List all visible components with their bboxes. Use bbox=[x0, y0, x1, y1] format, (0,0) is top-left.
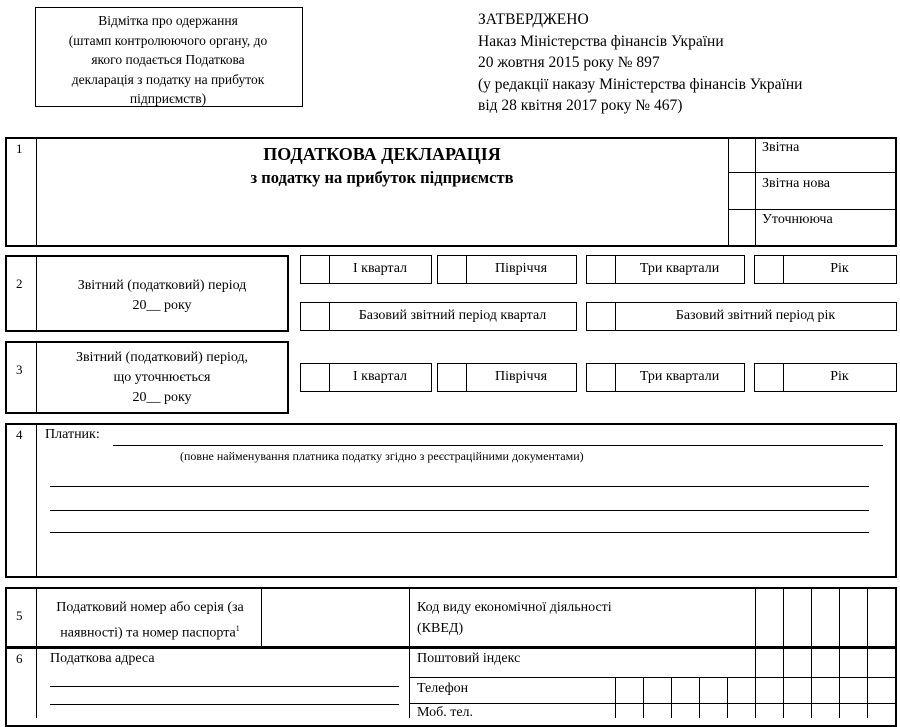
section-3-label: Звітний (податковий) період, що уточнюється 20__ року bbox=[75, 350, 249, 405]
declaration-title: ПОДАТКОВА ДЕКЛАРАЦІЯ з податку на прибуток підприємств bbox=[250, 144, 514, 187]
payer-name-line-4[interactable] bbox=[50, 532, 869, 533]
stamp-box bbox=[35, 7, 303, 107]
section-5-number: 5 bbox=[16, 608, 23, 623]
base-year-label: Базовий звітний період рік bbox=[675, 308, 836, 323]
stamp-text: Відмітка про одержання (штамп контролюючого органу, до якого подається Податкова декларація з податку на прибуток підприємств) bbox=[68, 13, 268, 106]
type-reporting[interactable]: Звітна bbox=[762, 140, 800, 155]
payer-hint: (повне найменування платника податку згідно з реєстраційними документами) bbox=[180, 449, 584, 463]
tax-number-field[interactable] bbox=[262, 588, 409, 647]
base-quarter-label: Базовий звітний період квартал bbox=[358, 308, 547, 323]
section-6-number: 6 bbox=[16, 651, 23, 666]
clarified-q1-label: І квартал bbox=[352, 369, 408, 384]
period-year-label: Рік bbox=[830, 261, 849, 276]
type-reporting-new[interactable]: Звітна нова bbox=[762, 176, 830, 191]
kved-cell[interactable] bbox=[867, 588, 868, 647]
section-4-number: 4 bbox=[16, 427, 23, 442]
approval-title: ЗАТВЕРДЖЕНО bbox=[478, 11, 589, 28]
phone-label: Телефон bbox=[417, 681, 469, 696]
kved-cell[interactable] bbox=[811, 588, 812, 647]
clarified-9m-label: Три квартали bbox=[639, 369, 720, 384]
period-half-label: Півріччя bbox=[494, 261, 548, 276]
payer-label: Платник: bbox=[45, 427, 100, 442]
section-2-label: Звітний (податковий) період 20__ року bbox=[77, 278, 247, 313]
address-line-2[interactable] bbox=[50, 704, 399, 705]
tax-number-label: Податковий номер або серія (за наявності) та номер паспорта$^1$ bbox=[56, 600, 244, 641]
section-2-number: 2 bbox=[16, 276, 23, 291]
clarified-year-label: Рік bbox=[830, 369, 849, 384]
payer-name-line-2[interactable] bbox=[50, 486, 869, 487]
payer-name-field[interactable] bbox=[113, 445, 883, 446]
type-clarifying[interactable]: Уточнююча bbox=[762, 212, 833, 227]
period-9m-label: Три квартали bbox=[639, 261, 720, 276]
address-line-1[interactable] bbox=[50, 686, 399, 687]
period-q1-label: І квартал bbox=[352, 261, 408, 276]
address-label: Податкова адреса bbox=[50, 651, 155, 666]
kved-label: Код виду економічної діяльності (КВЕД) bbox=[417, 600, 612, 636]
kved-cell[interactable] bbox=[839, 588, 840, 647]
phone-cell[interactable] bbox=[615, 678, 616, 718]
section-4 bbox=[5, 423, 897, 578]
payer-name-line-3[interactable] bbox=[50, 510, 869, 511]
clarified-half-label: Півріччя bbox=[494, 369, 548, 384]
mobile-label: Моб. тел. bbox=[417, 705, 474, 720]
kved-cell[interactable] bbox=[783, 588, 784, 647]
postal-label: Поштовий індекс bbox=[417, 651, 521, 666]
section-3-number: 3 bbox=[16, 362, 23, 377]
approval-block: ЗАТВЕРДЖЕНО Наказ Міністерства фінансів України 20 жовтня 2015 року № 897 (у редакції наказу Міністерства фінансів України від 28 квітня 2017 року № 467) bbox=[478, 11, 803, 114]
section-1-number: 1 bbox=[16, 141, 23, 156]
